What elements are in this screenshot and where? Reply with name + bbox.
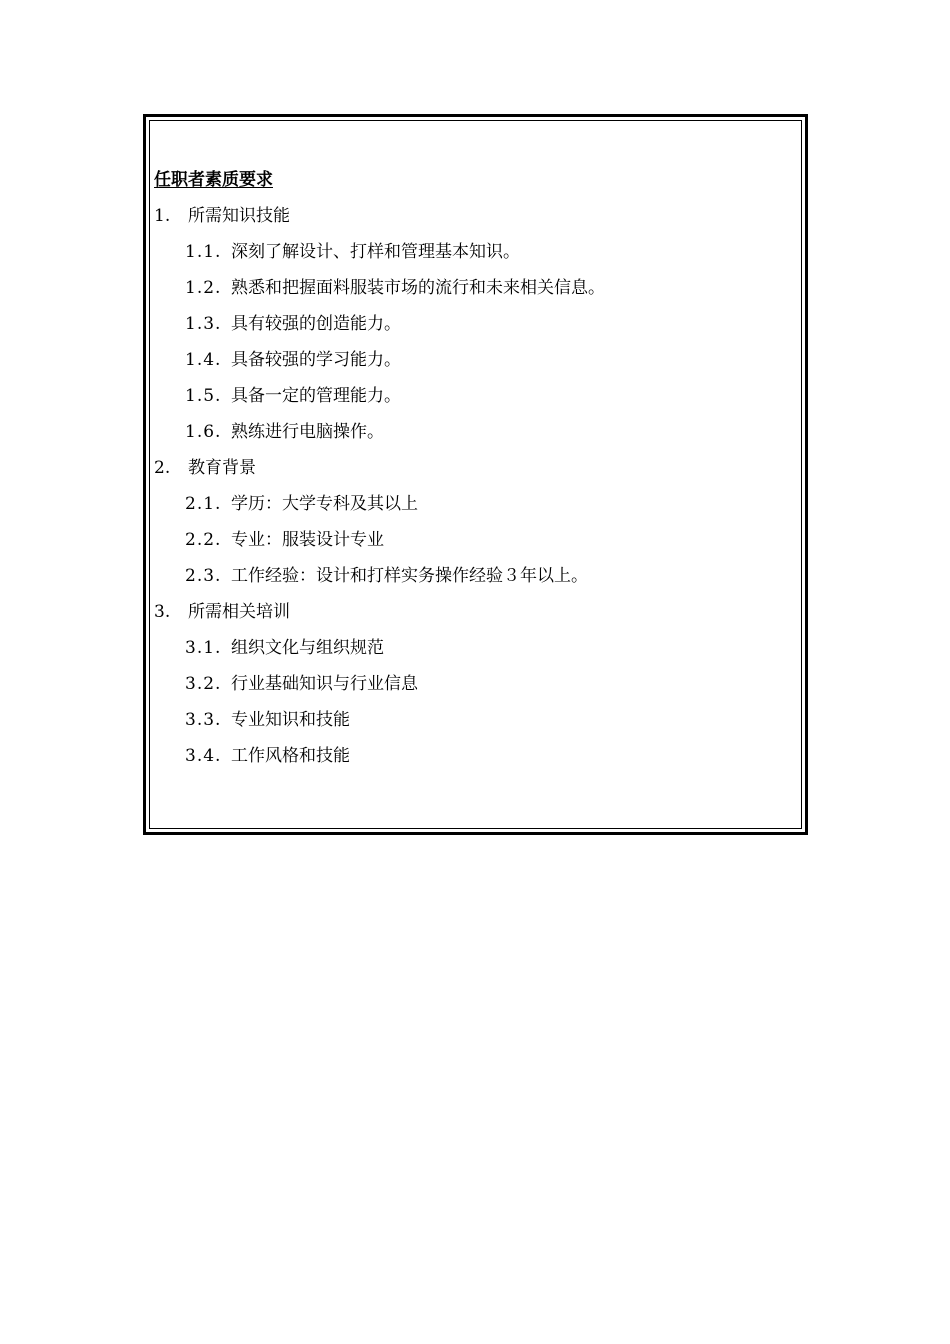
item-text: 专业：服装设计专业 [231,530,384,550]
list-item [185,708,784,744]
item-text: 工作风格和技能 [231,746,350,766]
list-item [185,384,784,420]
section-title: 教育背景 [188,458,256,478]
item-number: 1.4. [185,350,222,370]
item-text: 专业知识和技能 [231,710,350,730]
section-education [154,456,784,600]
item-number: 1.2. [185,278,222,298]
item-number: 2.2. [185,530,222,550]
section-heading: 任职者素质要求 [154,170,273,190]
list-item [185,636,784,672]
section-title: 所需相关培训 [188,602,290,622]
item-text: 工作经验：设计和打样实务操作经验３年以上。 [231,566,588,586]
section-number: 2. [154,458,171,478]
item-text: 熟练进行电脑操作。 [231,422,384,442]
item-number: 3.4. [185,746,222,766]
requirements-content [154,168,784,780]
section-title: 所需知识技能 [188,206,290,226]
item-text: 熟悉和把握面料服装市场的流行和未来相关信息。 [231,278,605,298]
list-item [185,744,784,780]
item-text: 具备较强的学习能力。 [231,350,401,370]
section-items [154,636,784,780]
list-item [185,672,784,708]
item-number: 2.1. [185,494,222,514]
item-number: 1.3. [185,314,222,334]
item-number: 1.5. [185,386,222,406]
item-number: 2.3. [185,566,222,586]
list-item [185,348,784,384]
list-item [185,276,784,312]
section-items [154,240,784,456]
item-text: 具有较强的创造能力。 [231,314,401,334]
list-item [185,528,784,564]
item-number: 1.1. [185,242,222,262]
item-number: 3.3. [185,710,222,730]
item-text: 组织文化与组织规范 [231,638,384,658]
list-item [185,312,784,348]
list-item [185,564,784,600]
section-number: 1. [154,206,171,226]
item-text: 学历：大学专科及其以上 [231,494,418,514]
item-number: 3.1. [185,638,222,658]
section-title-row [154,204,784,240]
list-item [185,492,784,528]
item-text: 深刻了解设计、打样和管理基本知识。 [231,242,520,262]
section-knowledge-skills [154,204,784,456]
list-item [185,240,784,276]
section-title-row [154,600,784,636]
item-number: 1.6. [185,422,222,442]
item-text: 行业基础知识与行业信息 [231,674,418,694]
item-text: 具备一定的管理能力。 [231,386,401,406]
list-item [185,420,784,456]
section-items [154,492,784,600]
section-title-row [154,456,784,492]
section-number: 3. [154,602,171,622]
item-number: 3.2. [185,674,222,694]
section-training [154,600,784,780]
